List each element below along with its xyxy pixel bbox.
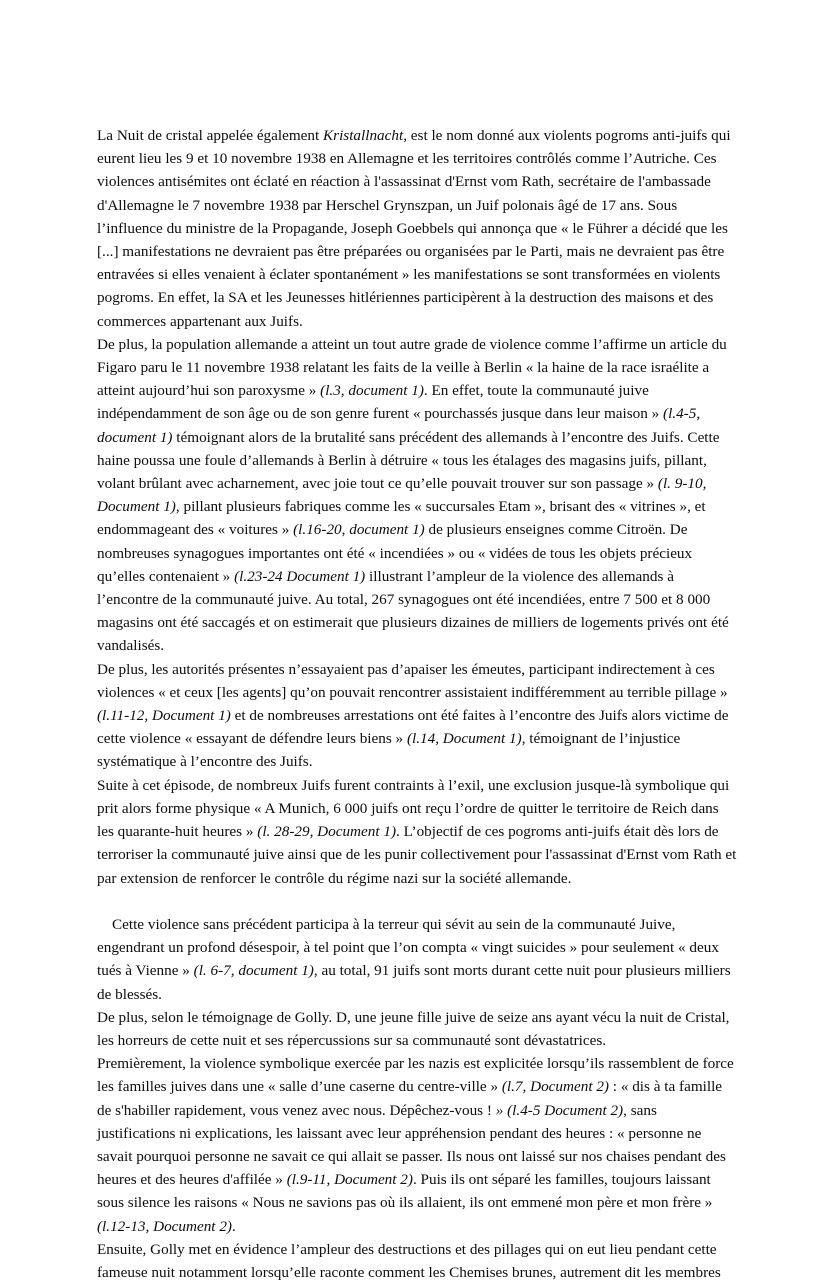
citation-italic: (l.11-12, Document 1) <box>97 707 231 725</box>
text-run: illustrant l’ampleur de la violence des allemands à l’encontre de la communauté juive. Au total, 267 synagogues ont été incendiées, entre 7 500 et 8 000 magasins ont été saccagés et on estimerait que plusieurs dizaines de milliers de logements privés ont été vandalisés. <box>97 567 729 655</box>
text-run: De plus, la population allemande a atteint un tout autre grade de violence comme l’affirme un article du Figaro paru le 11 novembre 1938 relatant les faits de la veille à Berlin « la haine de la race israélite a atteint aujourd’hui son paroxysme » <box>97 335 727 400</box>
text-run: De plus, les autorités présentes n’essayaient pas d’apaiser les émeutes, participant indirectement à ces violences « et ceux [les agents] qu’on pouvait rencontrer assistaient indifféremment au terrible pillage » <box>97 660 728 701</box>
text-run: De plus, selon le témoignage de Golly. D, une jeune fille juive de seize ans ayant vécu la nuit de Cristal, les horreurs de cette nuit et ses répercussions sur sa communauté sont dévastatrices. <box>97 1008 730 1049</box>
citation-italic: (l. 9-10, Document 1) <box>97 475 707 516</box>
text-run: . Puis ils ont séparé les familles, toujours laissant sous silence les raisons « Nous ne savions pas où ils allaient, ils ont emmené mon père et mon frère » <box>97 1171 713 1212</box>
citation-italic: (l. 28-29, Document 1) <box>257 823 397 841</box>
paragraph <box>97 1052 738 1238</box>
text-run: Premièrement, la violence symbolique exercée par les nazis est explicitée lorsqu’ils rassemblent de force les familles juives dans une « salle d’une caserne du centre-ville » <box>97 1055 734 1096</box>
paragraph <box>97 333 738 658</box>
citation-italic: Kristallnacht, <box>323 127 407 144</box>
paragraph <box>97 658 738 774</box>
paragraph <box>97 124 738 333</box>
text-run: et de nombreuses arrestations ont été faites à l’encontre des Juifs alors victime de cette violence « essayant de défendre leurs biens » <box>97 707 729 748</box>
citation-italic: (l.23-24 Document 1) <box>234 567 366 585</box>
citation-italic: (l.9-11, Document 2) <box>286 1171 413 1189</box>
text-run: . En effet, toute la communauté juive indépendamment de son âge ou de son genre furent « pourchassés jusque dans leur maison » <box>97 382 664 423</box>
text-run: . <box>231 1217 236 1235</box>
text-run: , témoignant de l’injustice systématique à l’encontre des Juifs. <box>97 730 681 771</box>
text-run: Ensuite, Golly met en évidence l’ampleur des destructions et des pillages qui on eut lieu pendant cette fameuse nuit notamment lorsqu’elle raconte comment les Chemises brunes, autrement dit les membres <box>97 1240 721 1281</box>
paragraph <box>97 1006 738 1052</box>
text-run: , pillant plusieurs fabriques comme les « succursales Etam », brisant des « vitrines », et endommageant des « voitures » <box>97 498 706 539</box>
text-run: Cette violence sans précédent participa à la terreur qui sévit au sein de la communauté Juive, engendrant un profond désespoir, à tel point que l’on compta « vingt suicides » pour seulement « deux tués à Vienne » <box>97 915 719 980</box>
text-run: La Nuit de cristal appelée également <box>97 127 324 144</box>
citation-italic: (l.14, Document 1) <box>406 730 522 748</box>
text-run: , sans justifications ni explications, les laissant avec leur appréhension pendant des heures : « personne ne savait pourquoi personne ne savait ce qui allait se passer. Ils nous ont laissé sur nos chaises pendant des heures et des heures d'affilée » <box>97 1101 726 1189</box>
paragraph <box>97 1238 738 1284</box>
citation-italic: » (l.4-5 Document 2) <box>495 1101 624 1119</box>
citation-italic: (l.12-13, Document 2) <box>97 1217 232 1235</box>
text-run: Suite à cet épisode, de nombreux Juifs furent contraints à l’exil, une exclusion jusque-là symbolique qui prit alors forme physique « A Munich, 6 000 juifs ont reçu l’ordre de quitter le territoire de Reich dans les quarante-huit heures » <box>97 776 730 841</box>
citation-italic: (l. 6-7, document 1) <box>193 962 314 980</box>
paragraph <box>97 913 738 1006</box>
text-run: : « dis à ta famille de s'habiller rapidement, vous venez avec nous. Dépêchez-vous ! <box>97 1078 723 1119</box>
citation-italic: (l.4-5, document 1) <box>97 405 701 446</box>
text-run: de plusieurs enseignes comme Citroën. De nombreuses synagogues importantes ont été « incendiées » ou « vidées de tous les objets précieux qu’elles contenaient » <box>97 521 693 585</box>
document-text-body <box>97 124 738 1284</box>
text-run: , au total, 91 juifs sont morts durant cette nuit pour plusieurs milliers de blessés. <box>97 962 731 1003</box>
citation-italic: (l.7, Document 2) <box>501 1078 609 1096</box>
citation-italic: (l.16-20, document 1) <box>293 521 425 539</box>
text-run: est le nom donné aux violents pogroms anti-juifs qui eurent lieu les 9 et 10 novembre 1938 en Allemagne et les territoires contrôlés comme l’Autriche. Ces violences antisémites ont éclaté en réaction à l'assassinat d'Ernst vom Rath, secrétaire de l'ambassade d'Allemagne le 7 novembre 1938 par Herschel Grynszpan, un Juif polonais âgé de 17 ans. Sous l’influence du ministre de la Propagande, Joseph Goebbels qui annonça que « le Führer a décidé que les [...] manifestations ne devraient pas être préparées ou organisées par le Parti, mais ne devraient pas être entravées si elles venaient à éclater spontanément » les manifestations se sont transformées en violents pogroms. En effet, la SA et les Jeunesses hitlériennes participèrent à la destruction des maisons et des commerces appartenant aux Juifs. <box>97 127 731 330</box>
text-run: . L’objectif de ces pogroms anti-juifs était dès lors de terroriser la communauté juive ainsi que de les punir collectivement pour l'assassinat d'Ernst vom Rath et par extension de renforcer le contrôle du régime nazi sur la société allemande. <box>97 823 737 887</box>
citation-italic: (l.3, document 1) <box>320 382 424 400</box>
text-run: témoignant alors de la brutalité sans précédent des allemands à l’encontre des Juifs. Cette haine poussa une foule d’allemands à Berlin à détruire « tous les étalages des magasins juifs, pillant, volant brûlant avec acharnement, avec joie tout ce qu’elle pouvait trouver sur son passage » <box>97 428 720 493</box>
paragraph <box>97 774 738 890</box>
